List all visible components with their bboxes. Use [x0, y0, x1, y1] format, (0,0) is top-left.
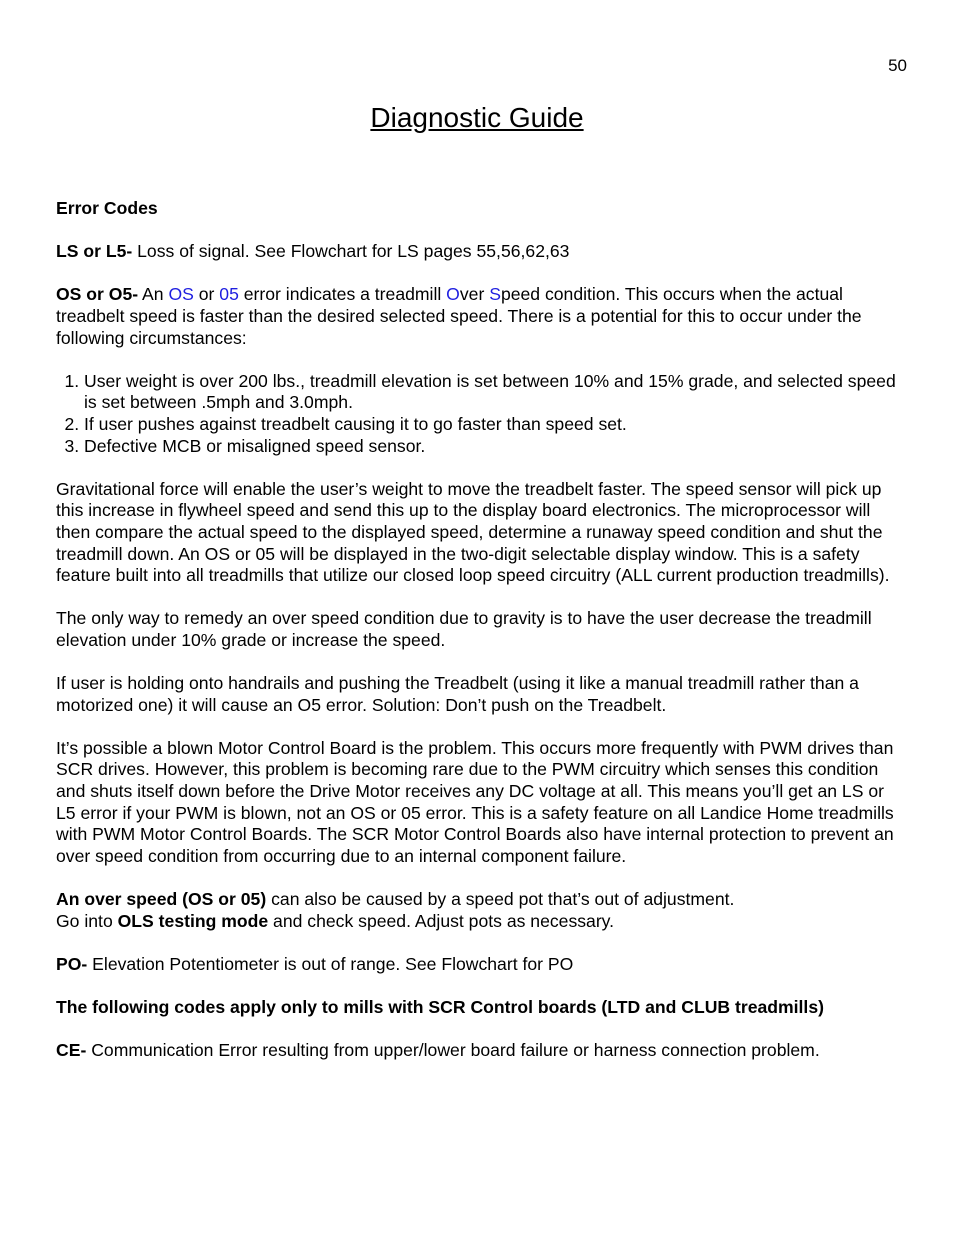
os-highlight-os: OS [168, 284, 194, 305]
ls-description: Loss of signal. See Flowchart for LS pages 55,56,62,63 [132, 241, 570, 262]
os-text-2: or [193, 284, 220, 305]
speed-pot-bold-2: OLS testing mode [117, 910, 269, 931]
speed-pot-text-3: and check speed. Adjust pots as necessary. [268, 910, 615, 931]
os-error-paragraph [56, 284, 906, 349]
list-item: 2. If user pushes against treadbelt causing it to go faster than speed set. [84, 414, 906, 436]
os-highlight-o: O [446, 284, 460, 305]
conditions-list [56, 371, 906, 457]
ce-code-label: CE- [56, 1040, 87, 1061]
os-code-label: OS or O5- [56, 284, 139, 305]
scr-note: The following codes apply only to mills with SCR Control boards (LTD and CLUB treadmills) [56, 996, 824, 1017]
os-highlight-s: S [489, 284, 501, 305]
os-text-4: ver [459, 284, 490, 305]
po-error-paragraph [56, 954, 906, 976]
section-heading-error-codes: Error Codes [56, 198, 158, 218]
speed-pot-text-2: Go into [56, 910, 118, 931]
remedy-paragraph: The only way to remedy an over speed condition due to gravity is to have the user decrease the treadmill elevation under 10% grade or increase the speed. [56, 608, 872, 650]
speed-pot-text-1: can also be caused by a speed pot that’s out of adjustment. [266, 889, 735, 909]
speed-pot-paragraph [56, 889, 906, 932]
document-body [56, 198, 906, 1083]
ls-code-label: LS or L5- [56, 241, 133, 262]
ls-error-paragraph [56, 241, 906, 263]
os-text-5: peed condition. This occurs when the actual treadbelt speed is faster than the desired selected speed. There is a potential for this to occur under the following circumstances: [56, 284, 862, 348]
ce-description: Communication Error resulting from upper/lower board failure or harness connection problem. [86, 1040, 820, 1061]
ce-error-paragraph [56, 1040, 906, 1062]
os-text-3: error indicates a treadmill [238, 284, 447, 305]
po-description: Elevation Potentiometer is out of range. See Flowchart for PO [87, 953, 574, 974]
page-title: Diagnostic Guide [370, 102, 584, 133]
speed-pot-bold-1: An over speed (OS or 05) [56, 889, 267, 909]
os-highlight-05: 05 [219, 284, 239, 305]
handrails-paragraph: If user is holding onto handrails and pushing the Treadbelt (using it like a manual treadmill rather than a motorized one) it will cause an O5 error. Solution: Don’t push on the Treadbelt. [56, 673, 859, 715]
blown-board-paragraph: It’s possible a blown Motor Control Board is the problem. This occurs more frequently with PWM drives than SCR drives. However, this problem is becoming rare due to the PWM circuitry which senses this condition and shuts itself down before the Drive Motor receives any DC voltage at all. This means you’ll get an LS or L5 error if your PWM is blown, not an OS or 05 error. This is a safety feature on all Landice Home treadmills with PWM Motor Control Boards. The SCR Motor Control Boards also have internal protection to prevent an over speed condition from occurring due to an internal component failure. [56, 737, 894, 866]
list-item: 3. Defective MCB or misaligned speed sensor. [84, 436, 906, 458]
po-code-label: PO- [56, 953, 88, 974]
gravity-paragraph: Gravitational force will enable the user’s weight to move the treadbelt faster. The speed sensor will pick up this increase in flywheel speed and send this up to the display board electronics. The microprocessor will then compare the actual speed to the displayed speed, determine a runaway speed condition and shut the treadmill down. An OS or 05 will be displayed in the two-digit selectable display window. This is a safety feature built into all treadmills that utilize our closed loop speed circuitry (ALL current production treadmills). [56, 478, 890, 586]
list-item: 1. User weight is over 200 lbs., treadmill elevation is set between 10% and 15% grade, and selected speed is set between .5mph and 3.0mph. [84, 371, 906, 414]
os-text-1: An [138, 284, 169, 305]
page-number: 50 [888, 56, 907, 75]
